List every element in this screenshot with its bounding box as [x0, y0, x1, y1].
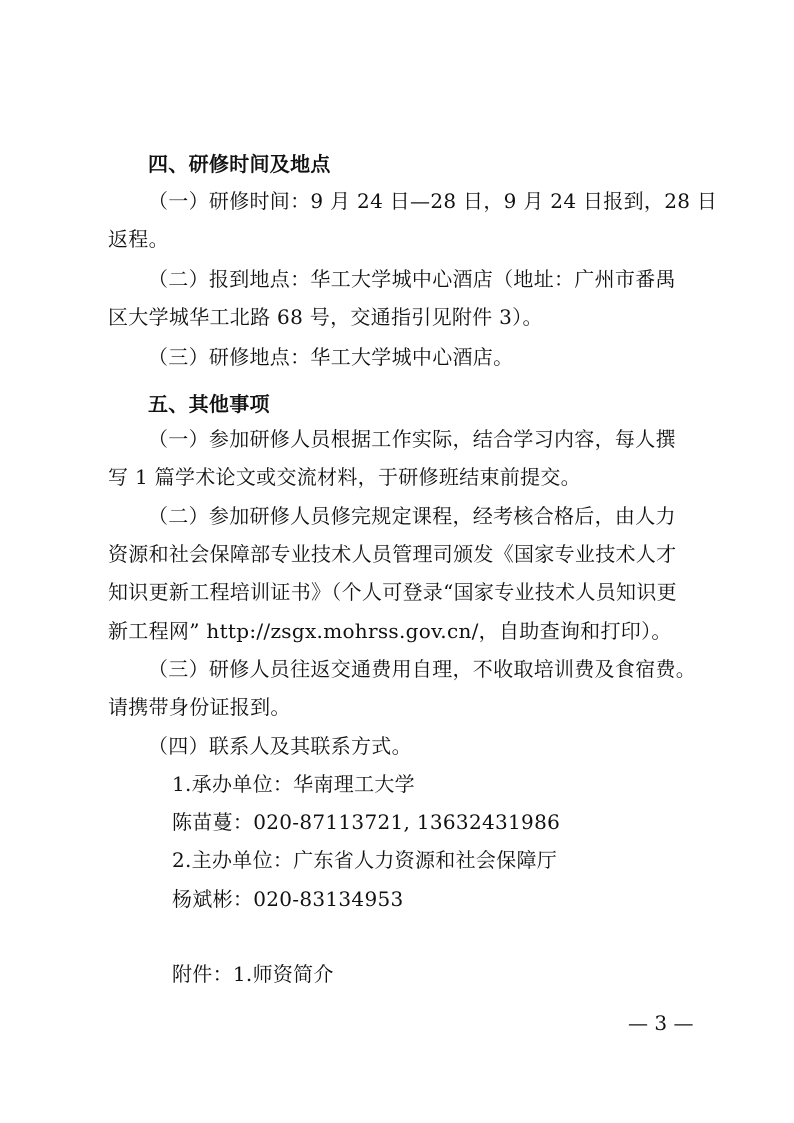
section-5-heading: 五、其他事项	[148, 392, 270, 416]
section-5-item-3-line-2: 请携带身份证报到。	[108, 695, 291, 719]
contact-1-org: 1.承办单位：华南理工大学	[172, 772, 415, 796]
section-5-item-3-line-1: （三）研修人员往返交通费用自理，不收取培训费及食宿费。	[148, 657, 697, 681]
section-5-item-2-line-1: （二）参加研修人员修完规定课程，经考核合格后，由人力	[148, 504, 676, 528]
section-4-heading: 四、研修时间及地点	[148, 152, 331, 176]
section-4-item-1-line-1: （一）研修时间：9 月 24 日—28 日，9 月 24 日报到，28 日	[148, 189, 718, 213]
section-5-item-4: （四）联系人及其联系方式。	[148, 734, 412, 758]
contact-1-person: 陈苗蔓：020-87113721, 13632431986	[172, 810, 561, 834]
section-5-item-2-line-2: 资源和社会保障部专业技术人员管理司颁发《国家专业技术人才	[108, 542, 677, 566]
section-5-item-1-line-1: （一）参加研修人员根据工作实际，结合学习内容，每人撰	[148, 427, 676, 451]
section-4-item-2-line-2: 区大学城华工北路 68 号，交通指引见附件 3）。	[108, 305, 543, 329]
section-4-item-1-line-2: 返程。	[108, 227, 169, 251]
section-5-item-2-line-4: 新工程网” http://zsgx.mohrss.gov.cn/，自助查询和打印）。	[108, 619, 672, 643]
page-number: — 3 —	[628, 1011, 694, 1035]
attachment-line: 附件：1.师资简介	[172, 962, 334, 986]
section-4-item-3: （三）研修地点：华工大学城中心酒店。	[148, 345, 514, 369]
section-5-item-1-line-2: 写 1 篇学术论文或交流材料，于研修班结束前提交。	[108, 465, 581, 489]
section-5-item-2-line-3: 知识更新工程培训证书》（个人可登录“国家专业技术人员知识更	[108, 580, 677, 604]
contact-2-org: 2.主办单位：广东省人力资源和社会保障厅	[172, 848, 558, 872]
contact-2-person: 杨斌彬：020-83134953	[172, 887, 404, 911]
section-4-item-2-line-1: （二）报到地点：华工大学城中心酒店（地址：广州市番禺	[148, 267, 676, 291]
